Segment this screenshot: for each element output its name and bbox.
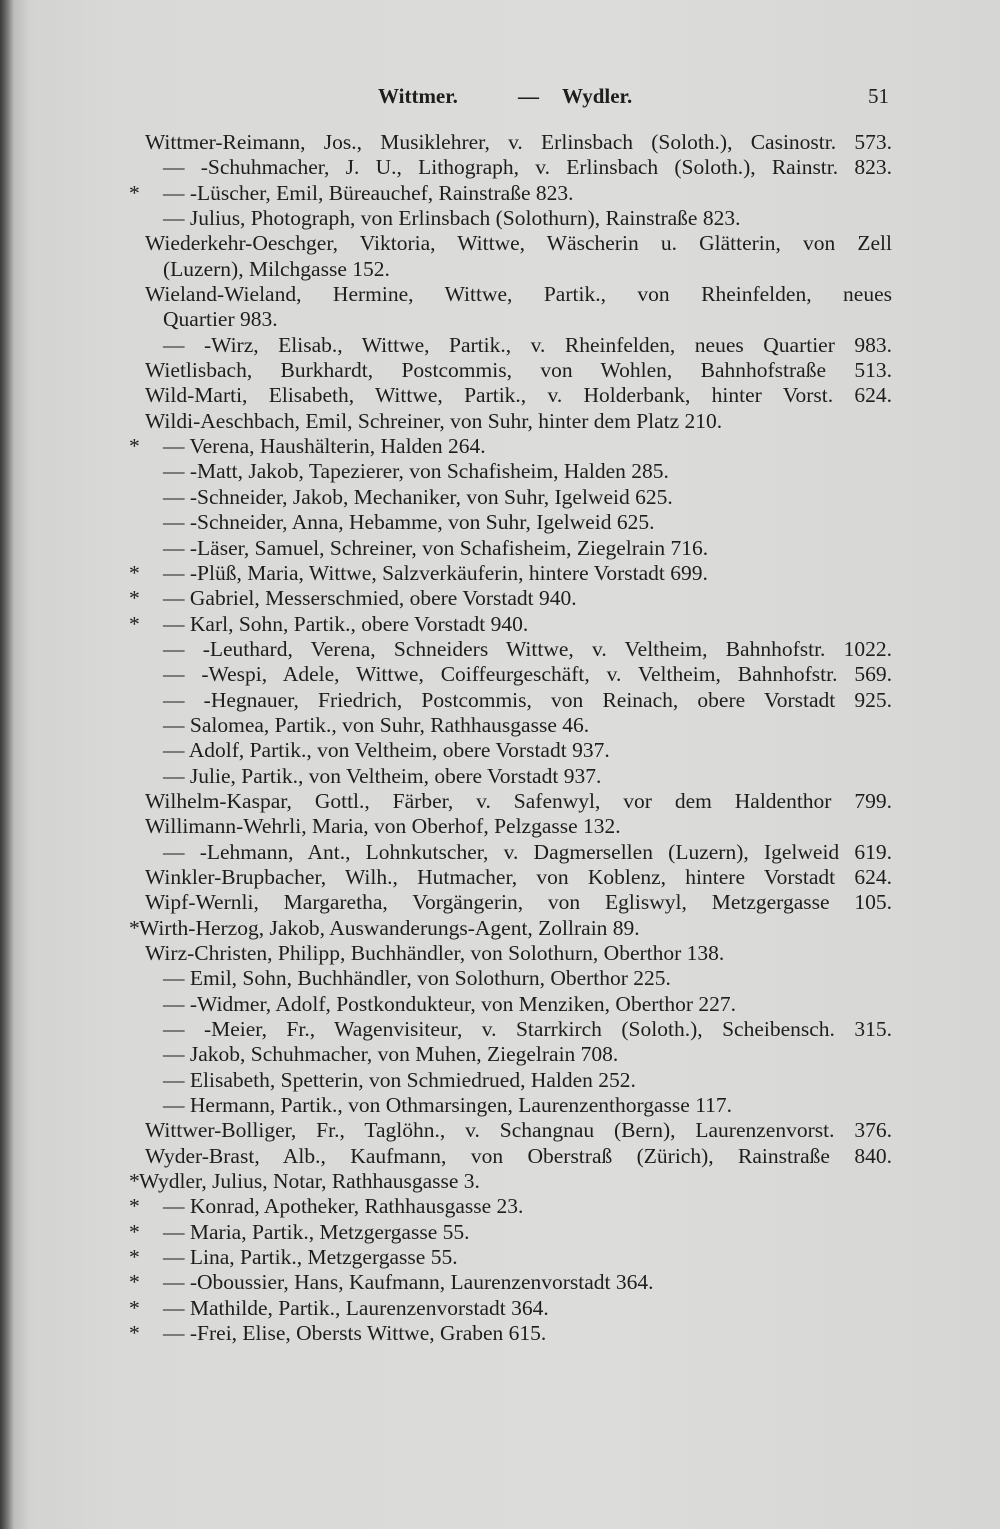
entry-text: Wilhelm-Kaspar, Gottl., Färber, v. Safenwyl, vor dem Haldenthor 799. [145, 788, 892, 813]
entry-text: Wildi-Aeschbach, Emil, Schreiner, von Suhr, hinter dem Platz 210. [145, 408, 723, 433]
entry-text: Wittwer-Bolliger, Fr., Taglöhn., v. Schangnau (Bern), Laurenzenvorst. 376. [145, 1118, 892, 1143]
entry-text: Wyder-Brast, Alb., Kaufmann, von Oberstraß (Zürich), Rainstraße 840. [145, 1143, 892, 1168]
entry-text: Winkler-Brupbacher, Wilh., Hutmacher, von Koblenz, hintere Vorstadt 624. [145, 864, 892, 889]
entry-text: — -Hegnauer, Friedrich, Postcommis, von Reinach, obere Vorstadt 925. [163, 687, 892, 712]
directory-line [0, 1042, 1000, 1067]
directory-line [0, 713, 1000, 738]
directory-line [0, 181, 1000, 206]
directory-line [0, 282, 1000, 307]
entry-text: — -Schuhmacher, J. U., Lithograph, v. Erlinsbach (Soloth.), Rainstr. 823. [163, 155, 892, 180]
entry-text: — Maria, Partik., Metzgergasse 55. [163, 1219, 470, 1244]
entry-text: — Jakob, Schuhmacher, von Muhen, Ziegelrain 708. [163, 1042, 619, 1067]
directory-line [0, 307, 1000, 332]
entry-text: — Lina, Partik., Metzgergasse 55. [163, 1245, 458, 1270]
entry-text: — Karl, Sohn, Partik., obere Vorstadt 940. [163, 611, 529, 636]
directory-line [0, 738, 1000, 763]
asterisk-marker: * [129, 1219, 140, 1244]
directory-line [0, 662, 1000, 687]
entry-text: Wipf-Wernli, Margaretha, Vorgängerin, von Egliswyl, Metzgergasse 105. [145, 890, 892, 915]
entry-text: Wietlisbach, Burkhardt, Postcommis, von Wohlen, Bahnhofstraße 513. [145, 358, 892, 383]
directory-line [0, 612, 1000, 637]
directory-line [0, 966, 1000, 991]
directory-line [0, 130, 1000, 155]
directory-line [0, 561, 1000, 586]
entry-text: — Verena, Haushälterin, Halden 264. [163, 434, 486, 459]
entry-text: — -Oboussier, Hans, Kaufmann, Laurenzenvorstadt 364. [163, 1270, 654, 1295]
asterisk-marker: * [129, 1169, 140, 1194]
directory-line [0, 992, 1000, 1017]
entry-text: — Julius, Photograph, von Erlinsbach (Solothurn), Rainstraße 823. [163, 206, 741, 231]
entry-text: — Adolf, Partik., von Veltheim, obere Vorstadt 937. [163, 738, 610, 763]
directory-line [0, 840, 1000, 865]
directory-line [0, 459, 1000, 484]
header-dash: — [518, 84, 539, 108]
asterisk-marker: * [129, 1194, 140, 1219]
directory-line [0, 358, 1000, 383]
entry-text: — -Wespi, Adele, Wittwe, Coiffeurgeschäft, v. Veltheim, Bahnhofstr. 569. [163, 662, 892, 687]
asterisk-marker: * [129, 560, 140, 585]
entry-text: — -Wirz, Elisab., Wittwe, Partik., v. Rheinfelden, neues Quartier 983. [163, 332, 892, 357]
directory-line [0, 536, 1000, 561]
header-last-entry: Wydler. [562, 84, 633, 108]
entry-text: — -Meier, Fr., Wagenvisiteur, v. Starrkirch (Soloth.), Scheibensch. 315. [163, 1017, 892, 1042]
directory-line [0, 206, 1000, 231]
entry-text: — Hermann, Partik., von Othmarsingen, Laurenzenthorgasse 117. [163, 1093, 733, 1118]
header-first-entry: Wittmer. [378, 84, 458, 108]
asterisk-marker: * [129, 586, 140, 611]
asterisk-marker: * [129, 611, 140, 636]
entry-text: — -Läser, Samuel, Schreiner, von Schafisheim, Ziegelrain 716. [163, 535, 709, 560]
directory-line [0, 510, 1000, 535]
directory-line [0, 257, 1000, 282]
directory-line [0, 1068, 1000, 1093]
directory-line [0, 485, 1000, 510]
asterisk-marker: * [129, 1270, 140, 1295]
entry-text: Wirth-Herzog, Jakob, Auswanderungs-Agent, Zollrain 89. [139, 915, 640, 940]
directory-line [0, 1169, 1000, 1194]
asterisk-marker: * [129, 1321, 140, 1346]
entry-text: — -Plüß, Maria, Wittwe, Salzverkäuferin, hintere Vorstadt 699. [163, 560, 708, 585]
entry-text: — -Lehmann, Ant., Lohnkutscher, v. Dagmersellen (Luzern), Igelweid 619. [163, 839, 892, 864]
asterisk-marker: * [129, 1245, 140, 1270]
asterisk-marker: * [129, 180, 140, 205]
directory-line [0, 789, 1000, 814]
directory-line [0, 1093, 1000, 1118]
entry-text: Quartier 983. [163, 307, 278, 332]
entry-text: Wydler, Julius, Notar, Rathhausgasse 3. [139, 1169, 480, 1194]
entry-text: — -Frei, Elise, Obersts Wittwe, Graben 615. [163, 1321, 547, 1346]
asterisk-marker: * [129, 915, 140, 940]
entry-text: — Julie, Partik., von Veltheim, obere Vorstadt 937. [163, 763, 602, 788]
directory-line [0, 637, 1000, 662]
directory-line [0, 865, 1000, 890]
entry-text: — -Lüscher, Emil, Büreauchef, Rainstraße 823. [163, 180, 574, 205]
directory-line [0, 890, 1000, 915]
directory-line [0, 1118, 1000, 1143]
entry-text: Wiederkehr-Oeschger, Viktoria, Wittwe, Wäscherin u. Glätterin, von Zell [145, 231, 892, 256]
entry-text: — -Leuthard, Verena, Schneiders Wittwe, v. Veltheim, Bahnhofstr. 1022. [163, 636, 892, 661]
entry-text: Wittmer-Reimann, Jos., Musiklehrer, v. Erlinsbach (Soloth.), Casinostr. 573. [145, 130, 892, 154]
directory-line [0, 764, 1000, 789]
directory-line [0, 409, 1000, 434]
directory-line [0, 814, 1000, 839]
directory-line [0, 333, 1000, 358]
entry-text: Wieland-Wieland, Hermine, Wittwe, Partik., von Rheinfelden, neues [145, 282, 892, 307]
directory-line [0, 916, 1000, 941]
directory-line [0, 155, 1000, 180]
entry-text: — Elisabeth, Spetterin, von Schmiedrued, Halden 252. [163, 1067, 636, 1092]
entry-text: — Konrad, Apotheker, Rathhausgasse 23. [163, 1194, 524, 1219]
directory-line [0, 941, 1000, 966]
entry-text: — -Schneider, Anna, Hebamme, von Suhr, Igelweid 625. [163, 510, 655, 535]
running-header [0, 84, 1000, 114]
directory-line [0, 1017, 1000, 1042]
directory-line [0, 688, 1000, 713]
entry-text: Wirz-Christen, Philipp, Buchhändler, von Solothurn, Oberthor 138. [145, 941, 725, 965]
directory-line [0, 1270, 1000, 1295]
directory-line [0, 231, 1000, 256]
entry-text: Wild-Marti, Elisabeth, Wittwe, Partik., v. Holderbank, hinter Vorst. 624. [145, 383, 892, 408]
entry-text: — -Widmer, Adolf, Postkondukteur, von Menziken, Oberthor 227. [163, 991, 737, 1016]
directory-line [0, 1220, 1000, 1245]
entry-text: (Luzern), Milchgasse 152. [163, 256, 390, 281]
entry-text: Willimann-Wehrli, Maria, von Oberhof, Pelzgasse 132. [145, 814, 621, 839]
entry-text: — -Matt, Jakob, Tapezierer, von Schafisheim, Halden 285. [163, 459, 669, 484]
entry-text: — Salomea, Partik., von Suhr, Rathhausgasse 46. [163, 712, 590, 737]
directory-entries [0, 130, 1000, 1347]
entry-text: — Mathilde, Partik., Laurenzenvorstadt 364. [163, 1295, 549, 1320]
directory-line [0, 434, 1000, 459]
directory-line [0, 1144, 1000, 1169]
directory-line [0, 1194, 1000, 1219]
page-number: 51 [868, 84, 889, 108]
directory-line [0, 1296, 1000, 1321]
directory-line [0, 1321, 1000, 1346]
entry-text: — Emil, Sohn, Buchhändler, von Solothurn, Oberthor 225. [163, 966, 671, 991]
entry-text: — Gabriel, Messerschmied, obere Vorstadt 940. [163, 586, 577, 611]
directory-line [0, 383, 1000, 408]
directory-line [0, 586, 1000, 611]
entry-text: — -Schneider, Jakob, Mechaniker, von Suhr, Igelweid 625. [163, 484, 673, 509]
asterisk-marker: * [129, 434, 140, 459]
asterisk-marker: * [129, 1295, 140, 1320]
directory-line [0, 1245, 1000, 1270]
